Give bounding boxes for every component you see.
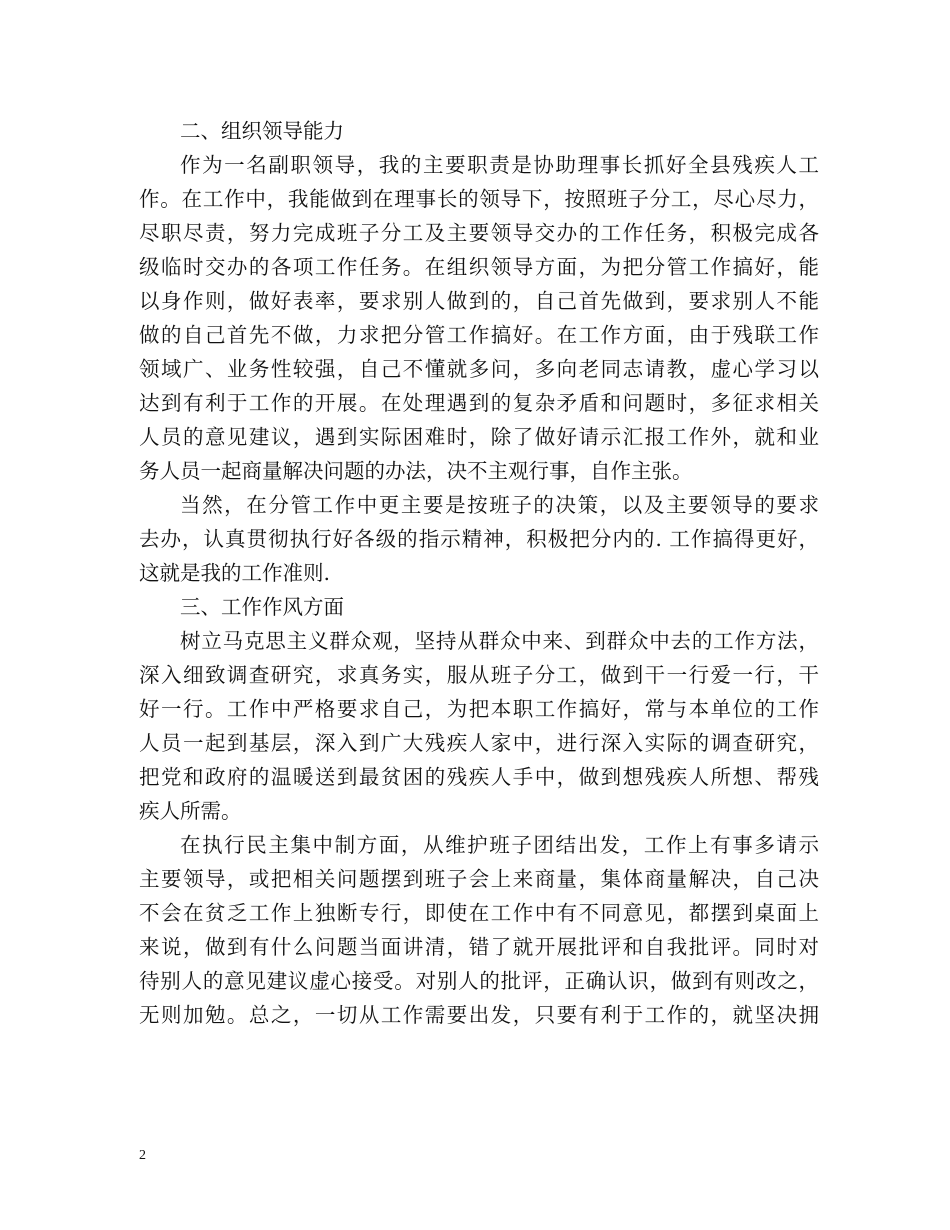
text-line: 无则加勉。总之，一切从工作需要出发，只要有利于工作的，就坚决拥: [139, 1003, 819, 1027]
text-line: 二、组织领导能力: [180, 119, 344, 143]
text-line: 作为一名副职领导，我的主要职责是协助理事长抓好全县残疾人工: [180, 153, 819, 177]
text-line: 三、工作作风方面: [180, 595, 344, 619]
text-line: 把党和政府的温暖送到最贫困的残疾人手中，做到想残疾人所想、帮残: [139, 765, 819, 789]
text-line: 这就是我的工作准则.: [139, 561, 331, 585]
text-line: 务人员一起商量解决问题的办法，决不主观行事，自作主张。: [139, 459, 693, 483]
text-line: 去办，认真贯彻执行好各级的指示精神，积极把分内的. 工作搞得更好，: [139, 527, 819, 551]
text-line: 不会在贫乏工作上独断专行，即使在工作中有不同意见，都摆到桌面上: [139, 901, 819, 925]
text-line: 达到有利于工作的开展。在处理遇到的复杂矛盾和问题时，多征求相关: [139, 391, 819, 415]
text-line: 级临时交办的各项工作任务。在组织领导方面，为把分管工作搞好，能: [139, 255, 819, 279]
text-line: 好一行。工作中严格要求自己，为把本职工作搞好，常与本单位的工作: [139, 697, 819, 721]
text-line: 以身作则，做好表率，要求别人做到的，自己首先做到，要求别人不能: [139, 289, 819, 313]
text-line: 当然，在分管工作中更主要是按班子的决策，以及主要领导的要求: [180, 493, 819, 517]
text-line: 作。在工作中，我能做到在理事长的领导下，按照班子分工，尽心尽力，: [139, 187, 819, 211]
text-line: 在执行民主集中制方面，从维护班子团结出发，工作上有事多请示: [180, 833, 819, 857]
text-line: 人员一起到基层，深入到广大残疾人家中，进行深入实际的调查研究，: [139, 731, 819, 755]
document-body: [139, 114, 819, 1032]
text-line: 做的自己首先不做，力求把分管工作搞好。在工作方面，由于残联工作: [139, 323, 819, 347]
text-line: 树立马克思主义群众观，坚持从群众中来、到群众中去的工作方法，: [180, 629, 819, 653]
page-number: 2: [139, 1148, 146, 1163]
text-line: 疾人所需。: [139, 799, 242, 823]
text-line: 深入细致调查研究，求真务实，服从班子分工，做到干一行爱一行，干: [139, 663, 819, 687]
text-line: 尽职尽责，努力完成班子分工及主要领导交办的工作任务，积极完成各: [139, 221, 819, 245]
text-line: 来说，做到有什么问题当面讲清，错了就开展批评和自我批评。同时对: [139, 935, 819, 959]
text-line: 主要领导，或把相关问题摆到班子会上来商量，集体商量解决，自己决: [139, 867, 819, 891]
text-line: 领域广、业务性较强，自己不懂就多问，多向老同志请教，虚心学习以: [139, 357, 819, 381]
text-line: 人员的意见建议，遇到实际困难时，除了做好请示汇报工作外，就和业: [139, 425, 819, 449]
text-line: 待别人的意见建议虚心接受。对别人的批评，正确认识，做到有则改之，: [139, 969, 819, 993]
